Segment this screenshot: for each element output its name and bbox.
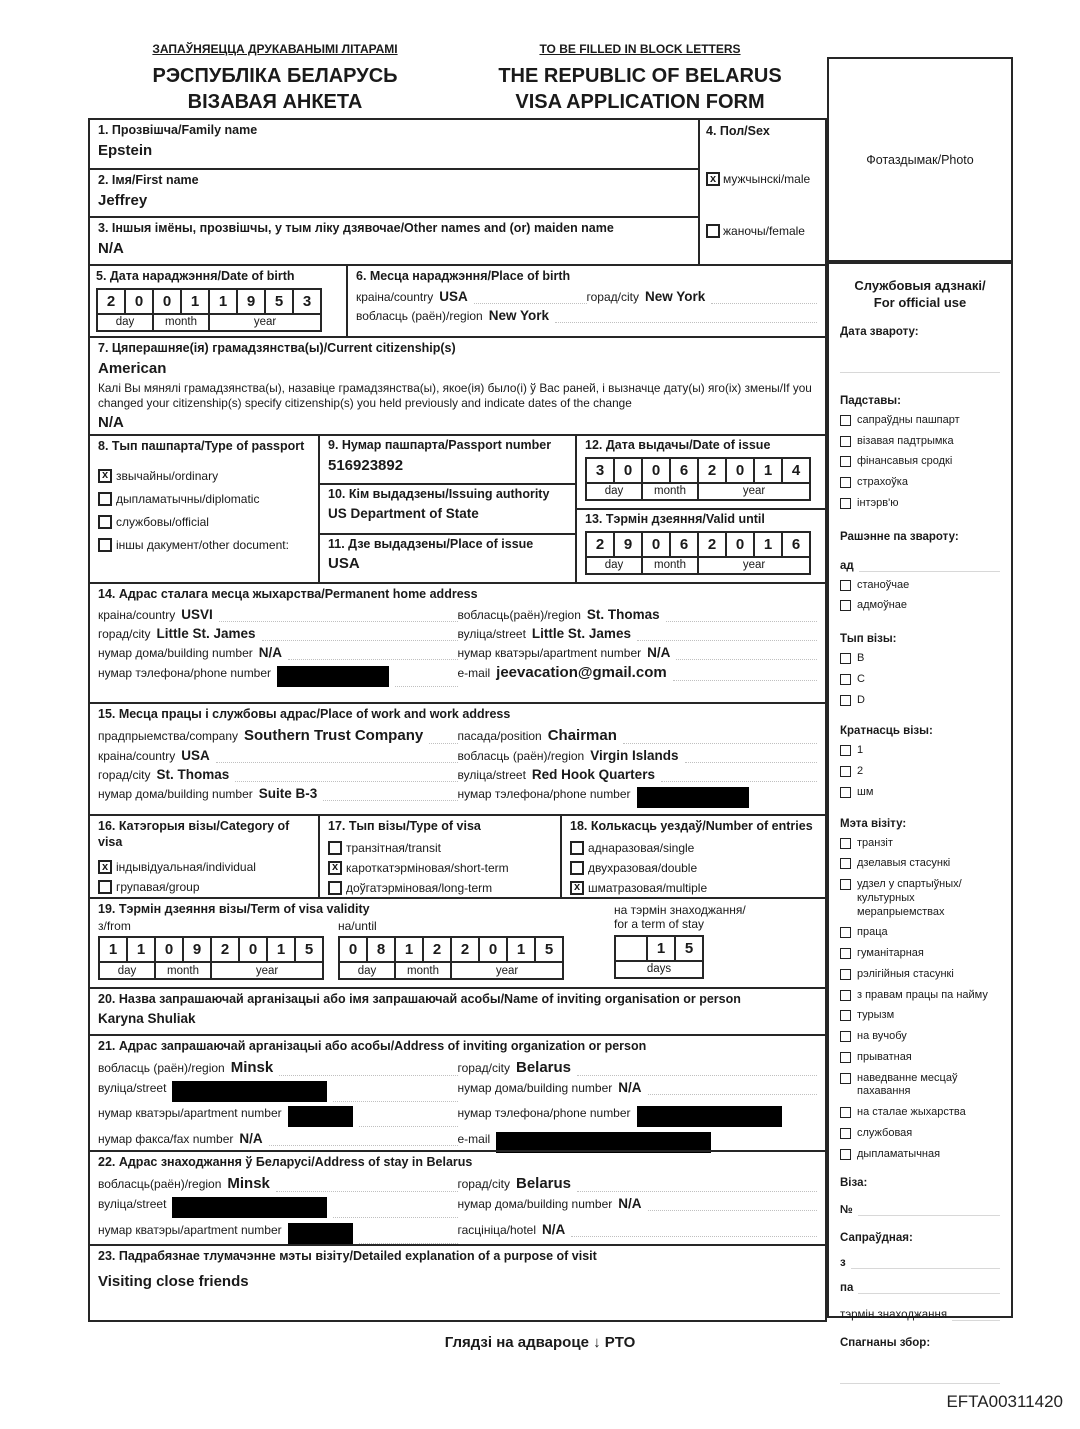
field-inviting-fax: нумар факса/fax number N/A <box>98 1131 458 1146</box>
field-work-building: нумар дома/building number Suite B-3 <box>98 786 458 801</box>
decision-item <box>840 599 1000 613</box>
dotted-line <box>711 292 817 304</box>
field-home-apartment: нумар кватэры/apartment number N/A <box>458 645 818 660</box>
field-inviting-email: e-mail <box>458 1132 818 1153</box>
checkbox-other-document <box>98 538 112 552</box>
header-english <box>470 42 810 115</box>
valid-until-dmy-labels: day month year <box>585 556 817 575</box>
purpose-item-label: гуманітарная <box>857 947 924 960</box>
field-value: 516923892 <box>328 456 404 474</box>
grounds-item-label: фінансавыя сродкі <box>857 455 953 468</box>
grounds-item <box>840 476 1000 490</box>
visa-type-item <box>840 694 1000 708</box>
grounds-list <box>840 414 1000 511</box>
dotted-line <box>474 292 587 304</box>
field-home-email: e-mail jeevacation@gmail.com <box>458 664 818 681</box>
checkbox-individual: x <box>98 860 112 874</box>
field-family-name: 1. Прозвішча/Family name Epstein <box>90 120 698 168</box>
redaction-box <box>637 1106 782 1127</box>
official-use-panel <box>827 262 1013 1350</box>
purpose-item-label: рэлігійныя стасункі <box>857 967 954 980</box>
purpose-item <box>840 1106 1000 1120</box>
section-4-sex: 4. Пол/Sex x мужчынскі/male жаночы/female <box>698 120 825 264</box>
dob-date-boxes: 2 0 0 1 1 9 5 3 <box>96 288 340 315</box>
redaction-box <box>277 666 389 687</box>
checkbox-icon <box>840 653 851 664</box>
purpose-item <box>840 1072 1000 1100</box>
purpose-item <box>840 878 1000 919</box>
checkbox-multiple: x <box>570 881 584 895</box>
category-individual: x індывідуальная/individual <box>98 860 310 874</box>
blank-line <box>858 1281 1000 1294</box>
field-home-country: краіна/country USVI <box>98 607 458 622</box>
section-22-stay-address: 22. Адрас знаходжання ў Беларусі/Address of stay in Belarus вобласць(раён)/region Minsk горад/city Belarus вуліца/street нумар дома/building number N/A нумар кватэры/apartment number гасцініца/hotel N/A <box>90 1150 825 1244</box>
field-home-region: вобласць(раён)/region St. Thomas <box>458 607 818 622</box>
dotted-line <box>685 751 818 763</box>
field-inviting-building: нумар дома/building number N/A <box>458 1080 818 1095</box>
valid-until-boxes: 2 9 0 6 2 0 1 6 <box>585 531 817 558</box>
valid-label: Сапраўдная: <box>840 1232 913 1245</box>
validity-until-boxes: 0 8 1 2 2 0 1 5 <box>338 936 562 963</box>
field-stay-building: нумар дома/building number N/A <box>458 1196 818 1211</box>
field-birth-region: вобласць (раён)/region New York <box>356 308 817 323</box>
purpose-item-label: турызм <box>857 1009 895 1022</box>
redaction-box <box>637 787 749 808</box>
field-value: Epstein <box>98 141 153 159</box>
section-8-passport-type: 8. Тып пашпарта/Type of passport x звычайны/ordinary дыпламатычны/diplomatic службовы/official іншы дакумент/other document: <box>90 436 320 582</box>
field-birth-city: горад/city New York <box>587 289 818 304</box>
dotted-line <box>359 1232 458 1244</box>
checkbox-transit <box>328 841 342 855</box>
visa-type-list <box>840 652 1000 707</box>
dotted-line <box>666 610 817 622</box>
checkbox-group <box>98 880 112 894</box>
photo-label: Фотаздымак/Photo <box>866 152 974 167</box>
field-inviting-street: вуліца/street <box>98 1081 458 1102</box>
multiplicity-item-label: 1 <box>857 744 864 757</box>
redaction-box <box>172 1081 327 1102</box>
purpose-item <box>840 1051 1000 1065</box>
field-other-names: 3. Іншыя імёны, прозвішчы, у тым ліку дзявочае/Other names and (or) maiden name N/A <box>90 216 698 264</box>
field-stay-region: вобласць(раён)/region Minsk <box>98 1175 458 1192</box>
checkbox-icon <box>840 600 851 611</box>
decision-label: Рашэнне па звароту: <box>840 530 959 543</box>
field-value: USA <box>328 555 360 573</box>
dotted-line <box>676 648 817 660</box>
dotted-line <box>333 1206 457 1218</box>
checkbox-icon <box>840 415 851 426</box>
dotted-line <box>276 1180 458 1192</box>
blank-line <box>840 360 1000 373</box>
section-23-purpose-of-visit: 23. Падрабязнае тлумачэнне мэты візіту/Detailed explanation of a purpose of visit Visiting close friends <box>90 1244 825 1320</box>
section-12-date-of-issue: 12. Дата выдачы/Date of issue 3 0 0 6 2 0 1 4 day month year <box>577 436 825 508</box>
form-title-by: ВІЗАВАЯ АНКЕТА <box>187 91 363 113</box>
purpose-item-label: прыватная <box>857 1050 912 1063</box>
dotted-line <box>235 770 457 782</box>
form-title-en: VISA APPLICATION FORM <box>515 91 765 113</box>
field-birth-country: краіна/country USA <box>356 289 587 304</box>
checkbox-male: x <box>706 172 720 186</box>
type-long-term: доўгатэрміновая/long-term <box>328 881 552 895</box>
checkbox-icon <box>840 927 851 938</box>
dotted-line <box>577 1064 817 1076</box>
section-12-13 <box>577 436 825 582</box>
field-stay-hotel: гасцініца/hotel N/A <box>458 1222 818 1237</box>
term-of-stay-boxes: 1 5 <box>614 935 799 962</box>
dotted-line <box>359 1115 458 1127</box>
visa-number-label: № <box>840 1204 853 1217</box>
type-short-term: x кароткатэрміновая/short-term <box>328 861 552 875</box>
checkbox-official <box>98 515 112 529</box>
checkbox-icon <box>840 745 851 756</box>
term-of-stay-days-label: days <box>614 960 799 979</box>
checkbox-icon <box>840 1073 851 1084</box>
redaction-box <box>172 1197 327 1218</box>
blank-line <box>851 1256 1000 1269</box>
purpose-item-label: удзел у спартыўных/ культурных мерапрыемствах <box>857 878 962 918</box>
grounds-label: Падставы: <box>840 394 901 407</box>
issue-dmy-labels: day month year <box>585 482 817 501</box>
checkbox-ordinary: x <box>98 469 112 483</box>
visa-type-item-label: D <box>857 693 865 706</box>
entries-multiple: x шматразовая/multiple <box>570 881 817 895</box>
dotted-line <box>333 1090 457 1102</box>
section-21-inviting-address: 21. Адрас запрашаючай арганізацыі або асобы/Address of inviting organization or person вобласць (раён)/region Minsk горад/city Belarus вуліца/street нумар дома/building number N/A нумар кватэры/apartment number нумар тэлефона/phone number нумар факса/fax number N/A e-mail <box>90 1034 825 1150</box>
purpose-item <box>840 837 1000 851</box>
decision-from-label: ад <box>840 559 854 572</box>
purpose-item-label: на вучобу <box>857 1030 907 1043</box>
valid-to-label: па <box>840 1282 854 1295</box>
section-10-issuing-authority: 10. Кім выдадзены/Issuing authority US Department of State <box>320 483 575 532</box>
grounds-item-label: страхоўка <box>857 476 908 489</box>
purpose-item-label: праца <box>857 926 888 939</box>
grounds-item-label: візавая падтрымка <box>857 434 954 447</box>
validity-until: на/until 0 8 1 2 2 0 1 5 day month year <box>338 919 562 980</box>
field-inviting-region: вобласць (раён)/region Minsk <box>98 1059 458 1076</box>
purpose-item-label: наведванне месцаў пахавання <box>857 1071 958 1098</box>
field-work-phone: нумар тэлефона/phone number <box>458 787 818 808</box>
checkbox-icon <box>840 580 851 591</box>
field-home-phone: нумар тэлефона/phone number <box>98 666 458 687</box>
sex-male-option: x мужчынскі/male <box>706 172 810 186</box>
dotted-line <box>279 1064 457 1076</box>
checkbox-short-term: x <box>328 861 342 875</box>
section-7-citizenship: 7. Цяперашняе(ія) грамадзянства(ы)/Current citizenship(s) American Калі Вы мянялі грамадзянства(ы), назавіце грамадзянства(ы), якое(ія) было(і) ў Вас раней, і вызначце дату(ы) яго(іх) змены/If you changed your citizenship(s) specify citizenship(s) you held previously and indicate dates of the change N/A <box>90 336 825 434</box>
purpose-item <box>840 1127 1000 1141</box>
field-value: US Department of State <box>328 505 479 521</box>
country-title-by: РЭСПУБЛІКА БЕЛАРУСЬ <box>152 65 398 87</box>
passport-type-official: службовы/official <box>98 515 310 529</box>
checkbox-icon <box>840 879 851 890</box>
purpose-label: Мэта візіту: <box>840 817 907 830</box>
multiplicity-item-label: шм <box>857 785 874 798</box>
field-value: Visiting close friends <box>98 1272 249 1290</box>
purpose-item <box>840 857 1000 871</box>
checkbox-diplomatic <box>98 492 112 506</box>
section-9-to-11 <box>320 436 577 582</box>
dotted-line <box>219 610 458 622</box>
fill-instruction-by: ЗАПАЎНЯЕЦЦА ДРУКАВАНЫМІ ЛІТАРАМІ <box>152 42 398 56</box>
purpose-item-label: на сталае жыхарства <box>857 1106 966 1119</box>
turn-over-note: Глядзі на адвароце ↓ PTO <box>444 1334 636 1351</box>
entries-double: двухразовая/double <box>570 861 817 875</box>
field-work-city: горад/city St. Thomas <box>98 767 458 782</box>
visa-type-item <box>840 652 1000 666</box>
field-work-street: вуліца/street Red Hook Quarters <box>458 767 818 782</box>
section-17-visa-type: 17. Тып візы/Type of visa транзітная/transit x кароткатэрміновая/short-term доўгатэрміновая/long-term <box>320 816 562 897</box>
valid-from-label: з <box>840 1257 846 1270</box>
multiplicity-item <box>840 786 1000 800</box>
section-5-6 <box>90 264 825 336</box>
dotted-line <box>216 751 458 763</box>
purpose-item <box>840 1009 1000 1023</box>
grounds-item <box>840 455 1000 469</box>
fee-label: Спагнаны збор: <box>840 1337 931 1350</box>
checkbox-icon <box>840 969 851 980</box>
checkbox-icon <box>840 498 851 509</box>
checkbox-icon <box>840 1149 851 1160</box>
grounds-item <box>840 435 1000 449</box>
type-transit: транзітная/transit <box>328 841 552 855</box>
dotted-line <box>395 675 457 687</box>
decision-list <box>840 579 1000 614</box>
field-stay-city: горад/city Belarus <box>458 1175 818 1192</box>
section-16-visa-category: 16. Катэгорыя візы/Category of visa x індывідуальная/individual групавая/group <box>90 816 320 897</box>
decision-item <box>840 579 1000 593</box>
checkbox-icon <box>840 695 851 706</box>
section-1-to-4 <box>90 120 825 264</box>
field-work-region: вобласць (раён)/region Virgin Islands <box>458 748 818 763</box>
section-14-home-address: 14. Адрас сталага месца жыхарства/Permanent home address краіна/country USVI вобласць(раён)/region St. Thomas горад/city Little St. James вуліца/street Little St. James нумар дома/building number N/A нумар кватэры/apartment number N/A нумар тэлефона/phone number e-mail jeevacation@gmail.com <box>90 582 825 702</box>
section-16-to-18 <box>90 814 825 897</box>
field-inviting-city: горад/city Belarus <box>458 1059 818 1076</box>
blank-line <box>858 1203 1000 1216</box>
multiplicity-item-label: 2 <box>857 765 864 778</box>
multiplicity-list <box>840 744 1000 799</box>
field-stay-street: вуліца/street <box>98 1197 458 1218</box>
multiplicity-label: Кратнасць візы: <box>840 725 933 738</box>
name-fields <box>90 120 698 264</box>
official-use-title: Службовыя адзнакі/ For official use <box>854 278 986 310</box>
checkbox-double <box>570 861 584 875</box>
sex-female-option: жаночы/female <box>706 224 805 238</box>
category-group: групавая/group <box>98 880 310 894</box>
multiplicity-item <box>840 744 1000 758</box>
field-inviting-phone: нумар тэлефона/phone number <box>458 1106 818 1127</box>
header-belarusian <box>110 42 440 115</box>
entries-single: аднаразовая/single <box>570 841 817 855</box>
purpose-item-label: дыпламатычная <box>857 1147 941 1160</box>
checkbox-icon <box>840 436 851 447</box>
field-value: N/A <box>98 414 124 432</box>
redaction-box <box>288 1106 353 1127</box>
dob-dmy-labels: day month year <box>96 313 340 332</box>
dotted-line <box>429 732 457 744</box>
checkbox-icon <box>840 456 851 467</box>
stay-term-label: тэрмін знаходжання <box>840 1309 948 1322</box>
dotted-line <box>571 1225 817 1237</box>
purpose-item-label: з правам працы па найму <box>857 988 988 1001</box>
purpose-item <box>840 1030 1000 1044</box>
multiplicity-item <box>840 765 1000 779</box>
dotted-line <box>648 1083 818 1095</box>
country-title-en: THE REPUBLIC OF BELARUS <box>498 65 782 87</box>
blank-line <box>952 1308 1000 1321</box>
term-of-stay: на тэрмін знаходжання/ for a term of stay 1 5 days <box>614 903 799 979</box>
checkbox-icon <box>840 766 851 777</box>
section-18-number-of-entries: 18. Колькасць уездаў/Number of entries аднаразовая/single двухразовая/double x шматразовая/multiple <box>562 816 825 897</box>
issue-date-boxes: 3 0 0 6 2 0 1 4 <box>585 457 817 484</box>
purpose-item <box>840 989 1000 1003</box>
dotted-line <box>323 789 457 801</box>
field-value: N/A <box>98 239 124 257</box>
blank-line <box>859 559 1000 572</box>
section-15-work-address: 15. Месца працы і службовы адрас/Place of work and work address прадпрыемства/company Southern Trust Company пасада/position Chairman краіна/country USA вобласць (раён)/region Virgin Islands горад/city St. Thomas вуліца/street Red Hook Quarters нумар дома/building number Suite B-3 нумар тэлефона/phone number <box>90 702 825 814</box>
dotted-line <box>648 1199 818 1211</box>
checkbox-single <box>570 841 584 855</box>
purpose-list <box>840 837 1000 1162</box>
form-body <box>88 118 827 1322</box>
field-value: American <box>98 359 167 377</box>
checkbox-icon <box>840 477 851 488</box>
checkbox-icon <box>840 1010 851 1021</box>
checkbox-icon <box>840 838 851 849</box>
passport-type-ordinary: x звычайны/ordinary <box>98 469 310 483</box>
checkbox-icon <box>840 1052 851 1063</box>
visa-type-item-label: C <box>857 672 865 685</box>
dotted-line <box>661 770 817 782</box>
bates-number: EFTA00311420 <box>946 1392 1063 1411</box>
photo-box <box>827 57 1013 262</box>
dotted-line <box>269 1134 458 1146</box>
blank-line <box>840 1371 1000 1384</box>
field-work-country: краіна/country USA <box>98 748 458 763</box>
fill-instruction-en: TO BE FILLED IN BLOCK LETTERS <box>539 42 741 56</box>
grounds-item-label: інтэрв'ю <box>857 496 899 509</box>
dotted-line <box>673 669 817 681</box>
purpose-item <box>840 968 1000 982</box>
visa-label: Віза: <box>840 1177 868 1190</box>
dotted-line <box>288 648 458 660</box>
section-9-passport-number: 9. Нумар пашпарта/Passport number 516923892 <box>320 436 575 483</box>
checkbox-icon <box>840 787 851 798</box>
decision-item-label: станоўчае <box>857 578 910 591</box>
validity-from: з/from 1 1 0 9 2 0 1 5 day month year <box>98 919 322 980</box>
field-work-position: пасада/position Chairman <box>458 727 818 744</box>
field-stay-apartment: нумар кватэры/apartment number <box>98 1223 458 1244</box>
checkbox-female <box>706 224 720 238</box>
field-home-city: горад/city Little St. James <box>98 626 458 641</box>
citizenship-change-note: Калі Вы мянялі грамадзянства(ы), назавіце грамадзянства(ы), якое(ія) было(і) ў Вас раней, і вызначце дату(ы) яго(іх) змены/If you changed your citizenship(s) specify citizenship(s) you held previously and indicate dates of the change <box>98 380 812 410</box>
passport-type-diplomatic: дыпламатычны/diplomatic <box>98 492 310 506</box>
validity-from-boxes: 1 1 0 9 2 0 1 5 <box>98 936 322 963</box>
purpose-item-label: службовая <box>857 1126 913 1139</box>
visa-type-label: Тып візы: <box>840 633 897 646</box>
purpose-item <box>840 1148 1000 1162</box>
field-inviting-apartment: нумар кватэры/apartment number <box>98 1106 458 1127</box>
redaction-box <box>288 1223 353 1244</box>
field-value: Karyna Shuliak <box>98 1010 196 1026</box>
validity-until-dmy: day month year <box>338 961 562 980</box>
section-5-date-of-birth: 5. Дата нараджэння/Date of birth 2 0 0 1 1 9 5 3 day month year <box>90 266 348 336</box>
passport-type-other: іншы дакумент/other document: <box>98 538 310 552</box>
dotted-line <box>623 732 817 744</box>
decision-item-label: адмоўнае <box>857 599 908 612</box>
section-6-place-of-birth: 6. Месца нараджэння/Place of birth краіна/country USA горад/city New York вобласць (раён)/region New York <box>348 266 825 336</box>
grounds-item <box>840 414 1000 428</box>
visa-type-item-label: B <box>857 652 865 665</box>
checkbox-icon <box>840 1031 851 1042</box>
visa-type-item <box>840 673 1000 687</box>
section-13-valid-until: 13. Тэрмін дзеяння/Valid until 2 9 0 6 2 0 1 6 day month year <box>577 508 825 582</box>
section-8-to-13 <box>90 434 825 582</box>
checkbox-icon <box>840 948 851 959</box>
purpose-item-label: транзіт <box>857 836 893 849</box>
section-19-visa-validity: 19. Тэрмін дзеяння візы/Term of visa validity з/from 1 1 0 9 2 0 1 5 day month year на/until 0 8 1 2 2 0 1 5 day month year на тэрмін знаходжання/ for a term of stay 1 5 days <box>90 897 825 987</box>
checkbox-long-term <box>328 881 342 895</box>
grounds-item <box>840 497 1000 511</box>
dotted-line <box>555 311 817 323</box>
date-of-application-label: Дата звароту: <box>840 325 919 338</box>
section-11-place-of-issue: 11. Дзе выдадзены/Place of issue USA <box>320 533 575 582</box>
field-home-street: вуліца/street Little St. James <box>458 626 818 641</box>
field-work-company: прадпрыемства/company Southern Trust Company <box>98 727 458 744</box>
checkbox-icon <box>840 858 851 869</box>
field-value: Jeffrey <box>98 191 148 209</box>
checkbox-icon <box>840 1128 851 1139</box>
field-first-name: 2. Імя/First name Jeffrey <box>90 168 698 216</box>
purpose-item-label: дзелавыя стасункі <box>857 857 951 870</box>
grounds-item-label: сапраўдны пашпарт <box>857 413 960 426</box>
validity-from-dmy: day month year <box>98 961 322 980</box>
checkbox-icon <box>840 990 851 1001</box>
purpose-item <box>840 926 1000 940</box>
purpose-item <box>840 947 1000 961</box>
checkbox-icon <box>840 674 851 685</box>
section-20-inviting-person: 20. Назва запрашаючай арганізацыі або імя запрашаючай асобы/Name of inviting organisation or person Karyna Shuliak <box>90 987 825 1034</box>
field-home-building: нумар дома/building number N/A <box>98 645 458 660</box>
dotted-line <box>637 629 817 641</box>
checkbox-icon <box>840 1107 851 1118</box>
dotted-line <box>262 629 458 641</box>
dotted-line <box>577 1180 817 1192</box>
